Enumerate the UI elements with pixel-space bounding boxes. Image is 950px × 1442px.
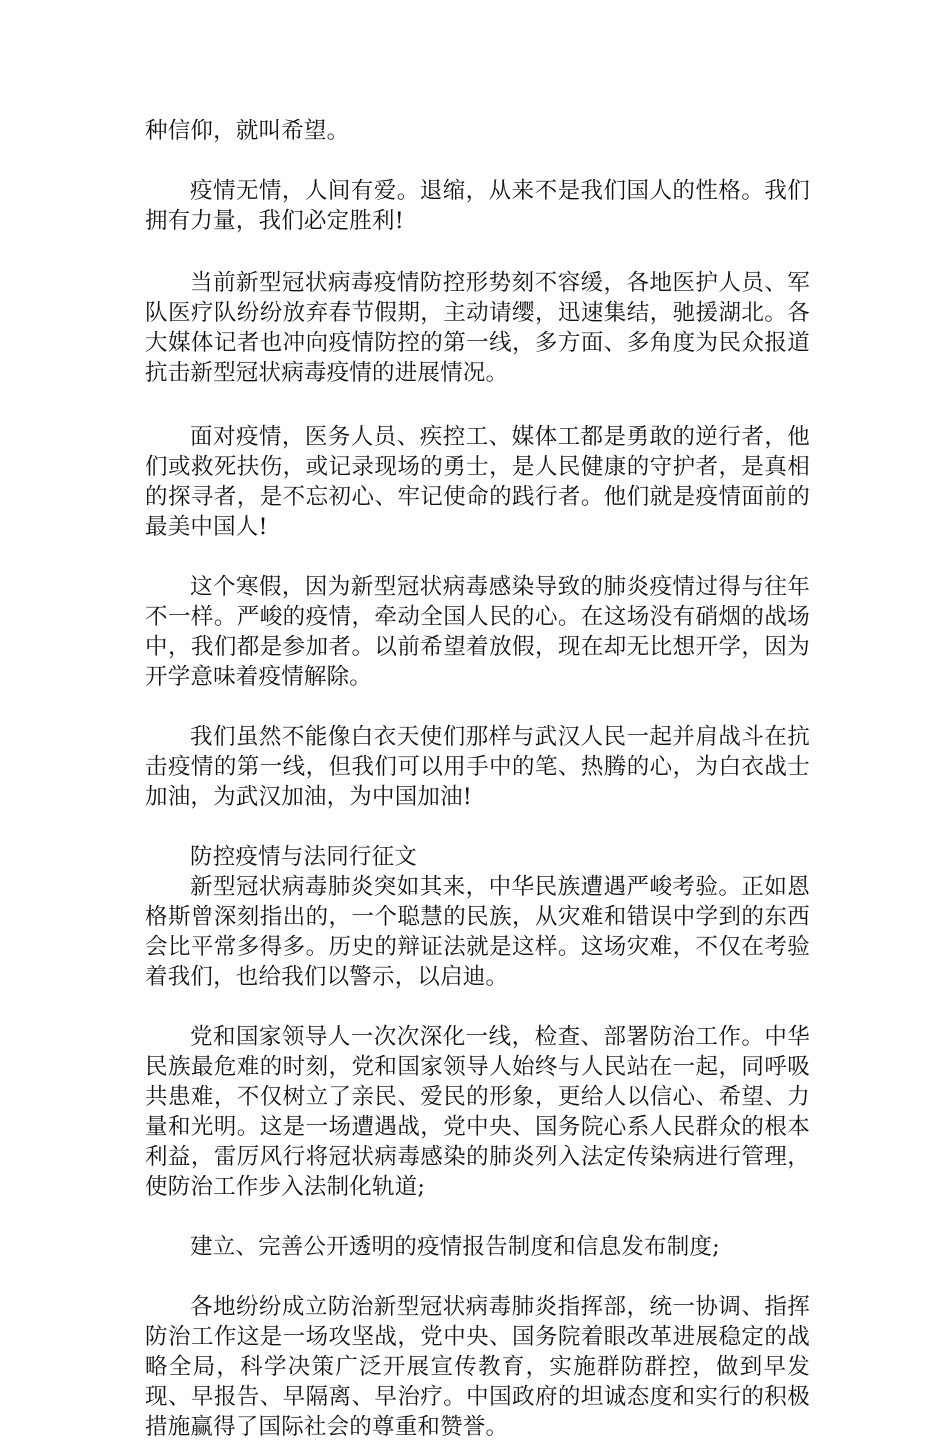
paragraph-2: 疫情无情，人间有爱。退缩，从来不是我们国人的性格。我们拥有力量，我们必定胜利! bbox=[145, 178, 810, 234]
paragraph-11: 各地纷纷成立防治新型冠状病毒肺炎指挥部，统一协调、指挥防治工作这是一场攻坚战，党中央、国务院着眼改革进展稳定的战略全局，科学决策广泛开展宣传教育，实施群防群控，做到早发现、早报告、早隔离、早治疗。中国政府的坦诚态度和实行的积极措施赢得了国际社会的尊重和赞誉。 bbox=[145, 1294, 810, 1440]
paragraph-4: 面对疫情，医务人员、疾控工、媒体工都是勇敢的逆行者，他们或救死扶伤，或记录现场的勇士，是人民健康的守护者，是真相的探寻者，是不忘初心、牢记使命的践行者。他们就是疫情面前的最美中国人! bbox=[145, 424, 810, 540]
paragraph-10: 建立、完善公开透明的疫情报告制度和信息发布制度; bbox=[190, 1234, 720, 1260]
document-body bbox=[145, 116, 810, 1442]
paragraph-1: 种信仰，就叫希望。 bbox=[145, 118, 350, 144]
paragraph-8: 新型冠状病毒肺炎突如其来，中华民族遭遇严峻考验。正如恩格斯曾深刻指出的，一个聪慧的民族，从灾难和错误中学到的东西会比平常多得多。历史的辩证法就是这样。这场灾难，不仅在考验着我们，也给我们以警示，以启迪。 bbox=[145, 874, 810, 990]
paragraph-5: 这个寒假，因为新型冠状病毒感染导致的肺炎疫情过得与往年不一样。严峻的疫情，牵动全国人民的心。在这场没有硝烟的战场中，我们都是参加者。以前希望着放假，现在却无比想开学，因为开学意味着疫情解除。 bbox=[145, 574, 810, 690]
paragraph-6: 我们虽然不能像白衣天使们那样与武汉人民一起并肩战斗在抗击疫情的第一线，但我们可以用手中的笔、热腾的心，为白衣战士加油，为武汉加油，为中国加油! bbox=[145, 724, 810, 810]
paragraph-9: 党和国家领导人一次次深化一线，检查、部署防治工作。中华民族最危难的时刻，党和国家领导人始终与人民站在一起，同呼吸共患难，不仅树立了亲民、爱民的形象，更给人以信心、希望、力量和光明。这是一场遭遇战，党中央、国务院心系人民群众的根本利益，雷厉风行将冠状病毒感染的肺炎列入法定传染病进行管理，使防治工作步入法制化轨道; bbox=[145, 1024, 810, 1200]
paragraph-3: 当前新型冠状病毒疫情防控形势刻不容缓，各地医护人员、军队医疗队纷纷放弃春节假期，主动请缨，迅速集结，驰援湖北。各大媒体记者也冲向疫情防控的第一线，多方面、多角度为民众报道抗击新型冠状病毒疫情的进展情况。 bbox=[145, 270, 810, 386]
section-heading: 防控疫情与法同行征文 bbox=[190, 844, 418, 870]
